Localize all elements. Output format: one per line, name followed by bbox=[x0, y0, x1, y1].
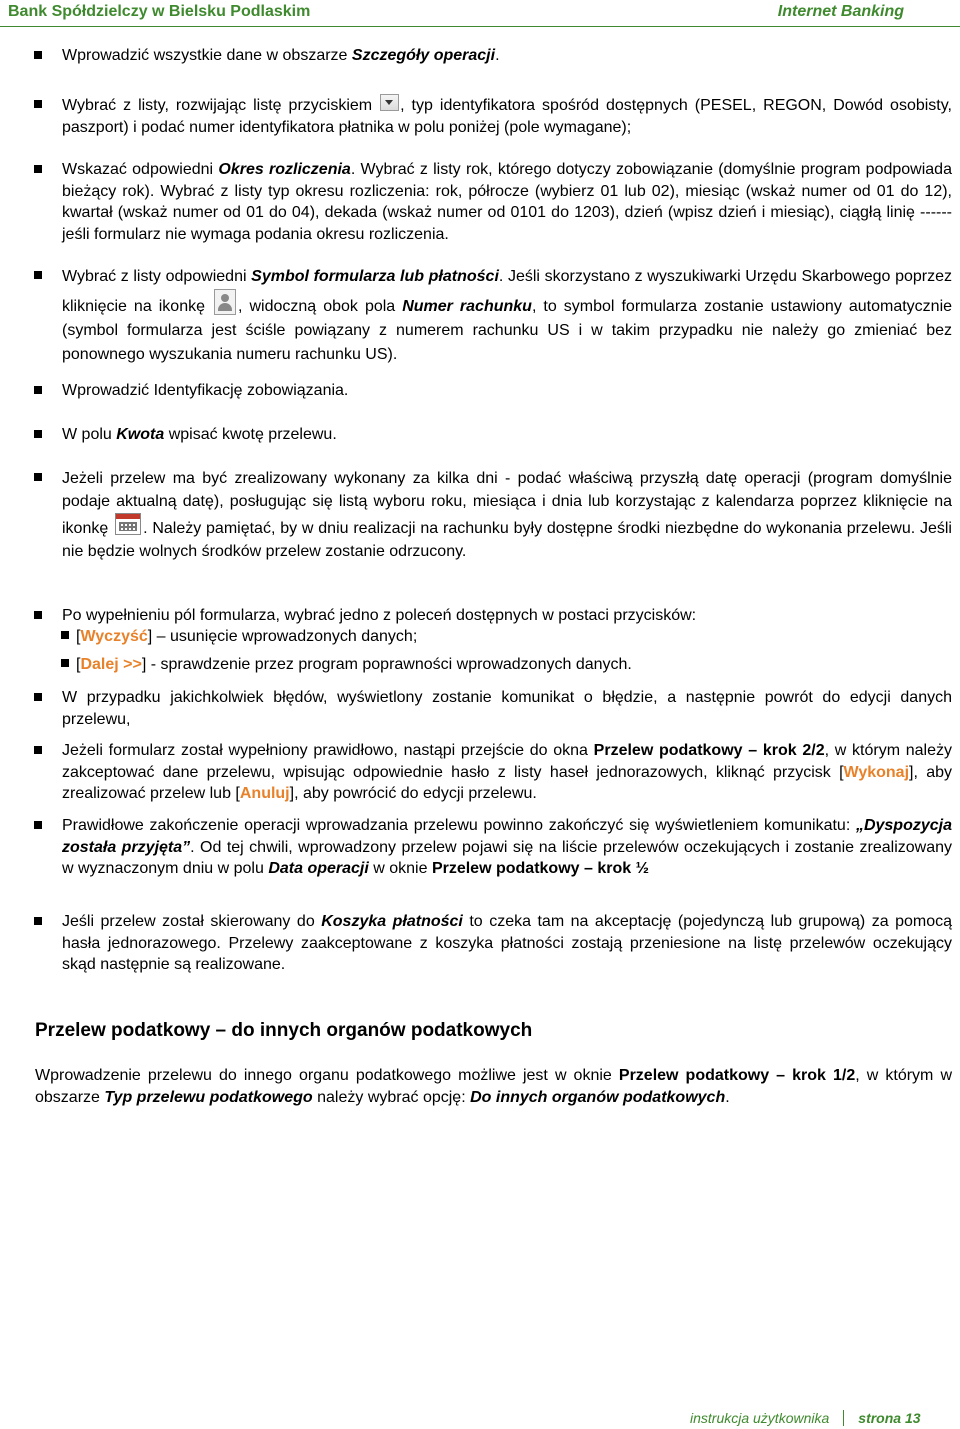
list-item: Wskazać odpowiedni Okres rozliczenia. Wybrać z listy rok, którego dotyczy zobowiązanie (domyślnie program podpowiada bieżący rok). Wybrać z listy typ okresu rozliczenia: rok, półrocze (wybierz 01 lub 02), miesiąc (wskaż numer od 01 do 12), kwartał (wskaż numer od 01 do 04), dekada (wskaż numer od 0101 do 1203), dzień (wpisz dzień i miesiąc), ciągłą linię ------ jeśli formularz nie wymaga podania okresu rozliczenia. bbox=[62, 159, 952, 245]
list-item: Jeżeli formularz został wypełniony prawidłowo, nastąpi przejście do okna Przelew podatkowy – krok 2/2, w którym należy zakceptować dane przelewu, wpisując odpowiednie hasło z listy haseł jednorazowych, kliknąć przycisk [Wykonaj], aby zrealizować przelew lub [Anuluj], aby powrócić do edycji przelewu. bbox=[62, 740, 952, 805]
bullet bbox=[34, 430, 42, 438]
square-bullet bbox=[61, 631, 69, 639]
bullet bbox=[34, 386, 42, 394]
list-item: Wybrać z listy, rozwijając listę przyciskiem , typ identyfikatora spośród dostępnych (PESEL, REGON, Dowód osobisty, paszport) i podać numer identyfikatora płatnika w polu poniżej (pole wymagane); bbox=[62, 94, 952, 138]
bullet bbox=[34, 473, 42, 481]
product-name: Internet Banking bbox=[777, 3, 904, 20]
bullet bbox=[34, 746, 42, 754]
list-item: W polu Kwota wpisać kwotę przelewu. bbox=[62, 424, 952, 446]
next-button-name: Dalej >> bbox=[80, 656, 142, 673]
section-heading: Przelew podatkowy – do innych organów podatkowych bbox=[35, 1020, 533, 1041]
page-number: 13 bbox=[904, 1410, 921, 1426]
page-footer bbox=[690, 1410, 921, 1426]
cancel-button-name: Anuluj bbox=[239, 785, 290, 802]
bullet bbox=[34, 611, 42, 619]
bullet bbox=[34, 917, 42, 925]
bullet bbox=[34, 693, 42, 701]
bullet bbox=[34, 821, 42, 829]
page-label: strona bbox=[858, 1410, 902, 1426]
footer-separator bbox=[843, 1410, 844, 1426]
bullet bbox=[34, 100, 42, 108]
execute-button-name: Wykonaj bbox=[843, 763, 910, 781]
list-item: W przypadku jakichkolwiek błędów, wyświetlony zostanie komunikat o błędzie, a następnie powrót do edycji danych przelewu, bbox=[62, 687, 952, 730]
list-item: Wprowadzić Identyfikację zobowiązania. bbox=[62, 380, 952, 402]
sub-list-item: [Dalej >>] - sprawdzenie przez program poprawności wprowadzonych danych. bbox=[62, 654, 942, 676]
square-bullet bbox=[61, 659, 69, 667]
bullet bbox=[34, 165, 42, 173]
bullet bbox=[34, 51, 42, 59]
page-header bbox=[0, 0, 960, 27]
sub-list-item: [Wyczyść] – usunięcie wprowadzonych danych; bbox=[62, 626, 942, 648]
manual-label: instrukcja użytkownika bbox=[690, 1410, 830, 1426]
list-item: Wprowadzić wszystkie dane w obszarze Szczegóły operacji. bbox=[62, 45, 952, 67]
list-item: Po wypełnieniu pól formularza, wybrać jedno z poleceń dostępnych w postaci przycisków: bbox=[62, 605, 952, 627]
list-item: Prawidłowe zakończenie operacji wprowadzania przelewu powinno zakończyć się wyświetleniem komunikatu: „Dyspozycja została przyjęta”. Od tej chwili, wprowadzony przelew pojawi się na liście przelewów oczekujących i zostanie zrealizowany w wyznaczonym dniu w polu Data operacji w oknie Przelew podatkowy – krok ½ bbox=[62, 815, 952, 880]
bullet bbox=[34, 271, 42, 279]
section-paragraph: Wprowadzenie przelewu do innego organu podatkowego możliwe jest w oknie Przelew podatkowy – krok 1/2, w którym w obszarze Typ przelewu podatkowego należy wybrać opcję: Do innych organów podatkowych. bbox=[35, 1067, 953, 1106]
calendar-icon bbox=[115, 513, 141, 535]
list-item: Jeżeli przelew ma być zrealizowany wykonany za kilka dni - podać właściwą przyszłą datę operacji (program domyślnie podaje aktualną datę), posługując się listą wyboru roku, miesiąca i dnia lub korzystając z kalendarza poprzez kliknięcie na ikonkę . Należy pamiętać, by w dniu realizacji na rachunku były dostępne środki niezbędne do wykonania przelewu. Jeśli nie będzie wolnych środków przelew zostanie odrzucony. bbox=[62, 467, 952, 563]
bank-name: Bank Spółdzielczy w Bielsku Podlaskim bbox=[8, 3, 311, 20]
dropdown-arrow-icon bbox=[380, 94, 399, 111]
list-item: Wybrać z listy odpowiedni Symbol formularza lub płatności. Jeśli skorzystano z wyszukiwarki Urzędu Skarbowego poprzez kliknięcie na ikonkę , widoczną obok pola Numer rachunku, to symbol formularza zostanie ustawiony automatycznie (symbol formularza jest ściśle powiązany z numerem rachunku US i w takim przypadku nie należy go zmieniać bez ponownego wyszukania numeru rachunku US). bbox=[62, 265, 952, 367]
person-search-icon bbox=[214, 289, 236, 315]
clear-button-name: Wyczyść bbox=[80, 628, 148, 645]
list-item: Jeśli przelew został skierowany do Koszyka płatności to czeka tam na akceptację (pojedynczą lub grupową) za pomocą hasła jednorazowego. Przelewy zaakceptowane z koszyka płatności zostają przeniesione na listę przelewów oczekujący skąd następnie są realizowane. bbox=[62, 911, 952, 976]
